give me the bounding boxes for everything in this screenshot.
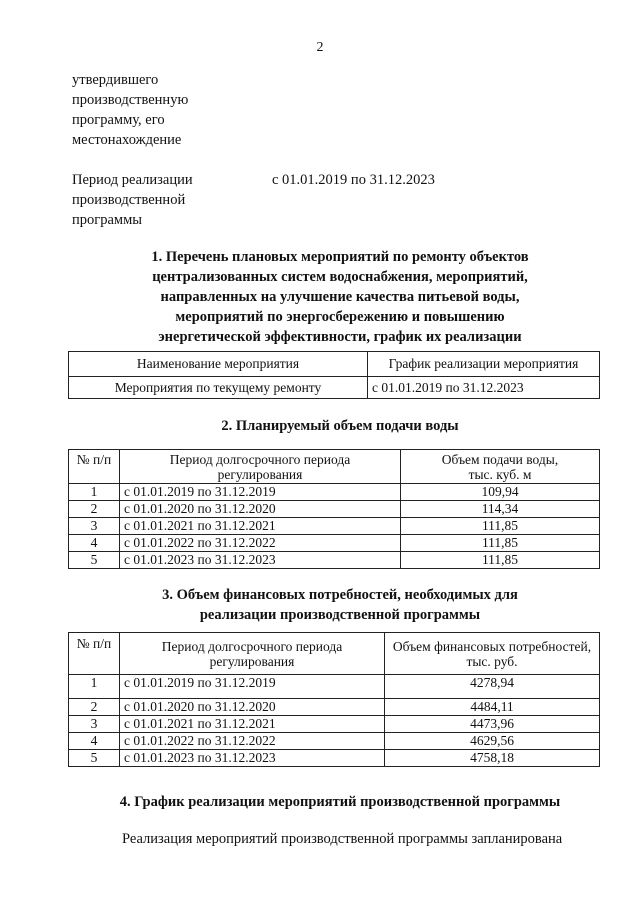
row-num: 1 [69,675,120,699]
section1-title-line: 1. Перечень плановых мероприятий по ремонту объектов [151,249,529,265]
table-row [69,733,600,750]
row-period: с 01.01.2021 по 31.12.2021 [120,716,385,733]
table-row [69,377,600,399]
measures-table [68,351,600,399]
table-row [69,675,600,699]
table-row [69,552,600,569]
table-row [69,501,600,518]
row-period: с 01.01.2021 по 31.12.2021 [120,518,401,535]
row-value: 111,85 [401,518,600,535]
water-supply-table [68,449,600,569]
row-value: 4473,96 [385,716,600,733]
period-label-line: производственной [72,192,186,208]
table-row [69,699,600,716]
col-header-need-line2: тыс. руб. [466,653,518,669]
section1-title-line: мероприятий по энергосбережению и повышению [175,309,505,325]
col-header-period [120,450,401,484]
row-period: с 01.01.2019 по 31.12.2019 [120,675,385,699]
row-period: с 01.01.2020 по 31.12.2020 [120,699,385,716]
row-period: с 01.01.2020 по 31.12.2020 [120,501,401,518]
col-header-period-line1: Период долгосрочного периода [161,638,343,654]
org-label-line: производственную [72,92,189,108]
section1-title-line: энергетической эффективности, график их реализации [158,329,522,345]
row-value: 109,94 [401,484,600,501]
period-label [72,170,193,230]
row-period: с 01.01.2023 по 31.12.2023 [120,750,385,767]
row-value: 4758,18 [385,750,600,767]
row-value: 4278,94 [385,675,600,699]
row-num: 5 [69,750,120,767]
table-row [69,750,600,767]
col-header-volume-line1: Объем подачи воды, [441,451,559,467]
row-value: 4484,11 [385,699,600,716]
col-header-period-line2: регулирования [217,466,303,482]
table-header-row [69,633,600,675]
page-number: 2 [316,40,324,55]
row-num: 3 [69,716,120,733]
org-label-line: утвердившего [72,72,159,88]
financial-needs-table [68,632,600,767]
section2-title: 2. Планируемый объем подачи воды [221,418,459,434]
row-period: с 01.01.2022 по 31.12.2022 [120,733,385,750]
measure-schedule: с 01.01.2019 по 31.12.2023 [368,377,600,399]
row-period: с 01.01.2022 по 31.12.2022 [120,535,401,552]
col-header-need-line1: Объем финансовых потребностей, [392,638,592,654]
section3-title [60,585,620,625]
section1-title [60,247,620,347]
row-num: 3 [69,518,120,535]
col-header-num: № п/п [69,450,120,484]
col-header-period-line2: регулирования [209,653,295,669]
col-header-need [385,633,600,675]
table-header-row [69,450,600,484]
col-header-period-line1: Период долгосрочного периода [169,451,351,467]
section1-title-line: направленных на улучшение качества питьевой воды, [160,289,520,305]
table-header-row [69,352,600,377]
row-value: 111,85 [401,552,600,569]
col-header-period [120,633,385,675]
row-num: 2 [69,501,120,518]
row-period: с 01.01.2019 по 31.12.2019 [120,484,401,501]
row-value: 111,85 [401,535,600,552]
period-label-line: Период реализации [72,172,193,188]
col-header-volume [401,450,600,484]
period-value: с 01.01.2019 по 31.12.2023 [272,172,435,188]
measure-name: Мероприятия по текущему ремонту [69,377,368,399]
row-num: 1 [69,484,120,501]
org-label-line: программу, его [72,112,165,128]
section4-title: 4. График реализации мероприятий производственной программы [119,794,561,810]
table-row [69,518,600,535]
row-value: 114,34 [401,501,600,518]
org-label-line: местонахождение [72,132,182,148]
table-row [69,716,600,733]
row-num: 4 [69,535,120,552]
org-label [72,70,188,150]
section1-title-line: централизованных систем водоснабжения, мероприятий, [152,269,528,285]
col-header-num: № п/п [69,633,120,675]
col-header-measure: Наименование мероприятия [69,352,368,377]
row-value: 4629,56 [385,733,600,750]
section3-title-line: реализации производственной программы [199,607,481,623]
col-header-volume-line2: тыс. куб. м [468,466,532,482]
section4-paragraph: Реализация мероприятий производственной программы запланирована [122,831,563,847]
row-num: 2 [69,699,120,716]
row-period: с 01.01.2023 по 31.12.2023 [120,552,401,569]
period-label-line: программы [72,212,142,228]
row-num: 5 [69,552,120,569]
section3-title-line: 3. Объем финансовых потребностей, необходимых для [162,587,518,603]
col-header-schedule: График реализации мероприятия [368,352,600,377]
table-row [69,535,600,552]
table-row [69,484,600,501]
row-num: 4 [69,733,120,750]
